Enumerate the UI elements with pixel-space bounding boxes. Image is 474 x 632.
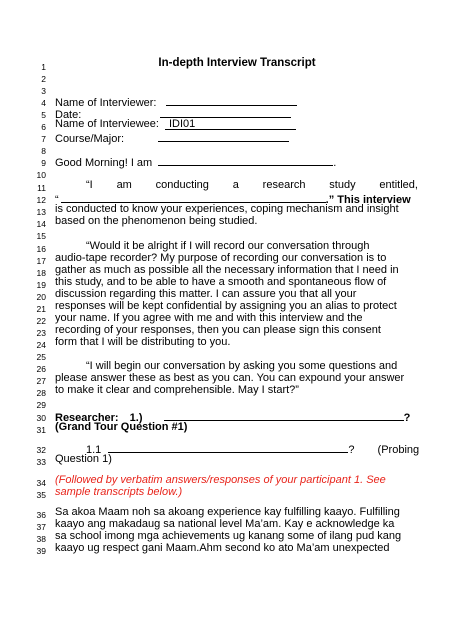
line-number: 1 [41,62,46,72]
intro-line-4: based on the phenomenon being studied. [55,215,258,227]
consent-line: gather as much as possible all the necessary information that I need in [55,264,399,276]
begin-line: to make it clear and comprehensible. May I start?” [55,384,299,396]
line-number: 16 [36,244,46,254]
probe-blank[interactable] [108,441,348,453]
interviewee-label: Name of Interviewee: [55,118,159,130]
consent-line: discussion regarding this matter. I can assure you that all your [55,288,357,300]
question-blank[interactable] [164,409,404,421]
line-number: 14 [36,219,46,229]
intro-open-quote: “ [55,194,59,206]
line-number: 35 [36,490,46,500]
line-number: 30 [36,413,46,423]
interviewer-label: Name of Interviewer: [55,97,157,109]
consent-line: this study, and to be able to have a smooth and spontaneous flow of [55,276,387,288]
line-number: 15 [36,231,46,241]
consent-line: form that I will be distributing to you. [55,336,231,348]
question-end: ? [403,412,411,424]
line-number: 6 [41,122,46,132]
line-number: 22 [36,316,46,326]
grand-tour-subtitle: (Grand Tour Question #1) [55,421,188,433]
date-blank[interactable] [160,106,291,118]
intro-word: conducting [155,179,209,191]
intro-word: entitled, [379,179,418,191]
consent-line: audio-tape recorder? My purpose of recording our conversation is to [55,252,387,264]
line-number: 5 [41,110,46,120]
line-number: 21 [36,304,46,314]
probe-label-continued: Question 1) [55,453,112,465]
line-number: 23 [36,328,46,338]
response-line-4-end: Maam.Ahm second ko ato Ma’am unexpected [165,542,390,554]
consent-line: recording of your responses, then you can please sign this consent [55,324,381,336]
intro-line-2-end: .” This interview [325,194,411,206]
line-number: 37 [36,522,46,532]
probe-label: (Probing [377,444,420,456]
course-blank[interactable] [158,130,289,142]
intro-line-3: is conducted to know your experiences, coping mechanism and insight [55,203,399,215]
interviewee-field[interactable] [165,118,296,130]
line-number: 8 [41,146,46,156]
greeting-row [55,154,336,170]
line-number: 33 [36,457,46,467]
line-number: 27 [36,376,46,386]
response-line: sa school imong mga achievements ug kanang some of ilang pud kang [55,530,402,542]
intro-word: research [262,179,306,191]
line-number: 12 [36,195,46,205]
intro-word: “I [86,179,93,191]
line-number: 34 [36,478,46,488]
consent-line: “Would it be alright if I will record our conversation through [86,240,370,252]
intro-word: study [329,179,356,191]
line-number: 39 [36,546,46,556]
line-number: 36 [36,510,46,520]
line-number: 10 [36,170,46,180]
interviewee-value: IDI01 [169,118,196,130]
line-number: 32 [36,445,46,455]
line-number: 24 [36,340,46,350]
study-title-blank[interactable] [61,191,326,203]
begin-line: “I will begin our conversation by asking you some questions and [86,360,398,372]
intro-word: am [116,179,132,191]
line-number: 4 [41,98,46,108]
response-line: Sa akoa Maam noh sa akoang experience kay fulfilling kaayo. Fulfilling [55,506,400,518]
line-number: 9 [41,158,46,168]
question-number: 1.) [129,412,143,424]
response-line [55,542,389,555]
course-row [55,130,289,146]
line-number: 7 [41,134,46,144]
line-number: 3 [41,86,46,96]
line-number: 13 [36,207,46,217]
response-line-4-start: kaayo ug respect gani [55,542,163,554]
line-number: 18 [36,268,46,278]
line-number: 29 [36,400,46,410]
consent-line: responses will be kept confidential by assigning you an alias to protect [55,300,397,312]
probe-end: ? [348,444,355,456]
line-number: 38 [36,534,46,544]
line-number: 2 [41,74,46,84]
line-number: 20 [36,292,46,302]
line-number: 11 [37,183,46,193]
interviewer-blank[interactable] [166,94,297,106]
line-number: 19 [36,280,46,290]
name-blank[interactable] [158,154,333,166]
line-number: 28 [36,388,46,398]
course-label: Course/Major: [55,133,125,145]
greeting-text: Good Morning! I am [55,157,153,169]
line-number: 26 [36,364,46,374]
greeting-end: . [333,157,337,169]
document-title: In-depth Interview Transcript [158,57,316,69]
probe-row [86,441,419,457]
begin-line: please answer these as best as you can. You can expound your answer [55,372,405,384]
line-number: 25 [36,352,46,362]
consent-line: your name. If you agree with me and with this interview and the [55,312,363,324]
date-label: Date: [55,109,82,121]
researcher-label: Researcher: [55,412,119,424]
intro-word: a [232,179,239,191]
line-number: 17 [36,256,46,266]
instruction-line: (Followed by verbatim answers/responses of your participant 1. See [55,474,386,486]
probe-number: 1.1 [86,444,102,456]
line-number: 31 [36,425,46,435]
instruction-line: sample transcripts below.) [55,486,183,498]
response-line: kaayo ang makadaug sa national level Ma’am. Kay e acknowledge ka [55,518,395,530]
